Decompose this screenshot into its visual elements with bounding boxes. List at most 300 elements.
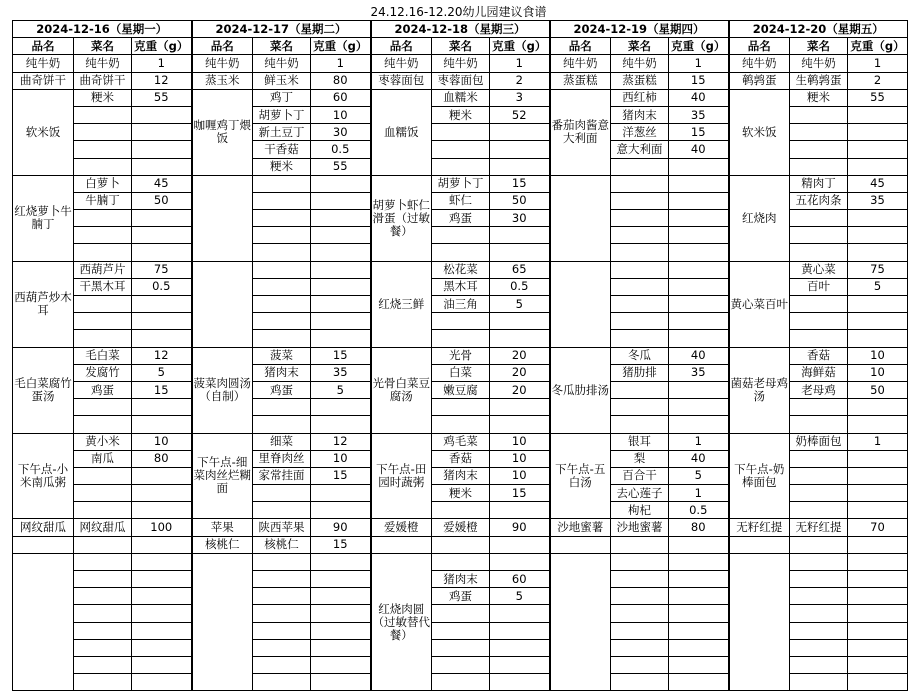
ingredient-name: 发腐竹 (74, 364, 132, 381)
ingredient-name (790, 313, 848, 330)
ingredient-weight (132, 605, 192, 622)
ingredient-name (790, 656, 848, 673)
ingredient-name (432, 502, 490, 519)
weight-col-header: 克重（g） (132, 38, 192, 55)
ingredient-name (432, 313, 490, 330)
ingredient-weight: 80 (669, 519, 729, 536)
dish-name: 下午点-细菜肉丝烂糊面 (192, 433, 253, 519)
ingredient-name: 百叶 (790, 278, 848, 295)
ingredient-weight: 20 (490, 364, 550, 381)
menu-row (13, 175, 908, 192)
ingredient-name (432, 639, 490, 656)
ingredient-name (790, 467, 848, 484)
ingredient-weight (132, 467, 192, 484)
ingredient-name (74, 106, 132, 123)
ingredient-name (611, 674, 669, 691)
dish-name: 红烧肉圆（过敏替代餐） (371, 553, 432, 691)
ingredient-weight (490, 158, 550, 175)
ingredient-weight (848, 399, 908, 416)
ingredient-weight (669, 330, 729, 347)
ingredient-weight (490, 605, 550, 622)
ingredient-name: 银耳 (611, 433, 669, 450)
ingredient-name: 虾仁 (432, 192, 490, 209)
ingredient-weight (132, 210, 192, 227)
dish-name (192, 261, 253, 347)
ingredient-name: 鸡丁 (253, 89, 311, 106)
ingredient-name: 纯牛奶 (432, 55, 490, 72)
ingredient-name: 猪肉末 (253, 364, 311, 381)
ingredient-weight (490, 502, 550, 519)
ingredient-weight (311, 227, 371, 244)
ingredient-weight (311, 416, 371, 433)
ingredient-name: 陕西苹果 (253, 519, 311, 536)
ingredient-name: 粳米 (253, 158, 311, 175)
ingredient-name (432, 244, 490, 261)
ingredient-name (74, 605, 132, 622)
ingredient-weight (311, 622, 371, 639)
ingredient-name (790, 244, 848, 261)
dish-name (550, 553, 611, 691)
ingredient-name (790, 106, 848, 123)
ingredient-weight: 10 (311, 106, 371, 123)
ingredient-weight: 1 (490, 55, 550, 72)
ingredient-name (611, 330, 669, 347)
ingredient-name (253, 210, 311, 227)
ingredient-weight (669, 313, 729, 330)
ingredient-weight: 1 (669, 485, 729, 502)
dish-name: 纯牛奶 (729, 55, 790, 72)
ingredient-name: 血糯米 (432, 89, 490, 106)
ingredient-name (253, 244, 311, 261)
ingredient-name (611, 571, 669, 588)
ingredient-weight: 10 (490, 450, 550, 467)
ingredient-name (611, 227, 669, 244)
ingredient-name (253, 175, 311, 192)
ingredient-weight: 2 (490, 72, 550, 89)
ingredient-weight: 10 (848, 347, 908, 364)
ingredient-name: 白菜 (432, 364, 490, 381)
ingredient-weight: 35 (311, 364, 371, 381)
ingredient-name: 松花菜 (432, 261, 490, 278)
dish-name: 软米饭 (729, 89, 790, 175)
ingredient-name: 核桃仁 (253, 536, 311, 553)
ingredient-name (432, 227, 490, 244)
day-date-header: 2024-12-18（星期三） (371, 21, 550, 38)
ingredient-col-header: 菜名 (74, 38, 132, 55)
ingredient-weight (669, 571, 729, 588)
ingredient-weight (669, 210, 729, 227)
ingredient-weight (132, 674, 192, 691)
ingredient-weight (132, 536, 192, 553)
ingredient-name (74, 227, 132, 244)
ingredient-weight (311, 674, 371, 691)
ingredient-name: 牛腩丁 (74, 192, 132, 209)
ingredient-name (611, 296, 669, 313)
ingredient-name: 海鲜菇 (790, 364, 848, 381)
ingredient-name (611, 261, 669, 278)
ingredient-name: 老母鸡 (790, 381, 848, 398)
ingredient-weight: 10 (848, 364, 908, 381)
ingredient-weight (848, 605, 908, 622)
ingredient-weight (848, 485, 908, 502)
dish-name: 爱媛橙 (371, 519, 432, 536)
ingredient-weight (669, 399, 729, 416)
ingredient-weight (490, 536, 550, 553)
ingredient-weight: 55 (848, 89, 908, 106)
ingredient-weight: 70 (848, 519, 908, 536)
ingredient-name (74, 674, 132, 691)
ingredient-weight (311, 244, 371, 261)
ingredient-weight (669, 639, 729, 656)
ingredient-name: 黄心菜 (790, 261, 848, 278)
ingredient-name (611, 313, 669, 330)
ingredient-name (432, 330, 490, 347)
dish-name: 纯牛奶 (550, 55, 611, 72)
ingredient-name (790, 210, 848, 227)
ingredient-weight: 75 (132, 261, 192, 278)
ingredient-name: 生鹌鹑蛋 (790, 72, 848, 89)
dish-name: 黄心菜百叶 (729, 261, 790, 347)
dish-name (550, 261, 611, 347)
ingredient-name (74, 639, 132, 656)
ingredient-weight (490, 656, 550, 673)
ingredient-name: 沙地蜜薯 (611, 519, 669, 536)
dish-name: 毛白菜腐竹蛋汤 (13, 347, 74, 433)
ingredient-name (253, 605, 311, 622)
ingredient-name (432, 124, 490, 141)
dish-name: 菌菇老母鸡汤 (729, 347, 790, 433)
dish-name: 红烧肉 (729, 175, 790, 261)
ingredient-weight (311, 553, 371, 570)
ingredient-name: 冬瓜 (611, 347, 669, 364)
ingredient-weight (311, 313, 371, 330)
ingredient-name: 家常挂面 (253, 467, 311, 484)
ingredient-name (253, 553, 311, 570)
ingredient-weight (669, 175, 729, 192)
ingredient-name: 曲奇饼干 (74, 72, 132, 89)
ingredient-name (611, 536, 669, 553)
ingredient-name: 细菜 (253, 433, 311, 450)
ingredient-name (253, 639, 311, 656)
menu-row (13, 261, 908, 278)
ingredient-name (432, 605, 490, 622)
ingredient-name (611, 175, 669, 192)
ingredient-weight (848, 330, 908, 347)
ingredient-name: 奶棒面包 (790, 433, 848, 450)
ingredient-name (74, 622, 132, 639)
ingredient-name: 胡萝卜丁 (253, 106, 311, 123)
dish-name: 下午点-田园时蔬粥 (371, 433, 432, 519)
ingredient-name: 鸡蛋 (432, 588, 490, 605)
ingredient-weight (848, 656, 908, 673)
ingredient-weight: 0.5 (490, 278, 550, 295)
ingredient-name: 油三角 (432, 296, 490, 313)
menu-row (13, 55, 908, 72)
ingredient-weight (311, 192, 371, 209)
ingredient-weight: 10 (490, 433, 550, 450)
dish-name: 纯牛奶 (13, 55, 74, 72)
ingredient-name (790, 571, 848, 588)
ingredient-weight (848, 553, 908, 570)
ingredient-name: 五花肉条 (790, 192, 848, 209)
menu-row (13, 72, 908, 89)
ingredient-weight (132, 399, 192, 416)
dish-name (192, 553, 253, 691)
ingredient-weight (848, 450, 908, 467)
ingredient-weight (848, 639, 908, 656)
ingredient-weight (311, 605, 371, 622)
ingredient-weight: 40 (669, 347, 729, 364)
ingredient-weight (490, 124, 550, 141)
dish-name: 番茄肉酱意大利面 (550, 89, 611, 175)
menu-row (13, 536, 908, 553)
ingredient-name (790, 588, 848, 605)
ingredient-weight (132, 158, 192, 175)
ingredient-name (253, 674, 311, 691)
ingredient-weight (311, 571, 371, 588)
ingredient-name (790, 124, 848, 141)
ingredient-name (790, 485, 848, 502)
ingredient-weight (132, 553, 192, 570)
ingredient-weight: 40 (669, 450, 729, 467)
ingredient-weight: 15 (490, 175, 550, 192)
ingredient-weight (132, 416, 192, 433)
ingredient-weight (311, 485, 371, 502)
ingredient-weight: 2 (848, 72, 908, 89)
dish-name: 无籽红提 (729, 519, 790, 536)
ingredient-weight (848, 571, 908, 588)
weight-col-header: 克重（g） (311, 38, 371, 55)
ingredient-name (790, 536, 848, 553)
ingredient-weight: 12 (132, 347, 192, 364)
ingredient-weight: 45 (848, 175, 908, 192)
ingredient-weight: 30 (490, 210, 550, 227)
ingredient-weight (132, 485, 192, 502)
ingredient-name: 蒸蛋糕 (611, 72, 669, 89)
day-date-header: 2024-12-20（星期五） (729, 21, 908, 38)
ingredient-weight (848, 210, 908, 227)
ingredient-name (790, 622, 848, 639)
ingredient-weight (311, 502, 371, 519)
ingredient-name (790, 553, 848, 570)
ingredient-weight (490, 141, 550, 158)
ingredient-name (611, 244, 669, 261)
ingredient-weight (132, 296, 192, 313)
ingredient-weight: 90 (311, 519, 371, 536)
dish-name: 咖喱鸡丁煨饭 (192, 89, 253, 175)
dish-name: 下午点-五白汤 (550, 433, 611, 519)
dish-name: 冬瓜肋排汤 (550, 347, 611, 433)
ingredient-name (74, 553, 132, 570)
ingredient-name (611, 639, 669, 656)
ingredient-weight (311, 296, 371, 313)
ingredient-weight (311, 210, 371, 227)
ingredient-weight (311, 656, 371, 673)
ingredient-weight: 5 (311, 381, 371, 398)
ingredient-name: 粳米 (74, 89, 132, 106)
ingredient-name (790, 158, 848, 175)
menu-row (13, 89, 908, 106)
ingredient-weight: 15 (311, 536, 371, 553)
ingredient-name (74, 502, 132, 519)
ingredient-name (432, 158, 490, 175)
ingredient-name (790, 450, 848, 467)
ingredient-name (611, 192, 669, 209)
ingredient-name (790, 416, 848, 433)
ingredient-weight (132, 124, 192, 141)
ingredient-weight: 15 (669, 124, 729, 141)
ingredient-weight (669, 192, 729, 209)
ingredient-name: 嫩豆腐 (432, 381, 490, 398)
dish-name: 曲奇饼干 (13, 72, 74, 89)
ingredient-name: 纯牛奶 (74, 55, 132, 72)
ingredient-name (253, 192, 311, 209)
ingredient-weight (848, 141, 908, 158)
ingredient-weight (132, 588, 192, 605)
ingredient-weight: 55 (132, 89, 192, 106)
ingredient-weight (490, 330, 550, 347)
ingredient-weight (848, 622, 908, 639)
ingredient-weight (311, 588, 371, 605)
ingredient-weight (311, 639, 371, 656)
ingredient-weight (490, 416, 550, 433)
dish-name: 纯牛奶 (192, 55, 253, 72)
ingredient-weight (311, 278, 371, 295)
ingredient-name (253, 656, 311, 673)
ingredient-name: 百合干 (611, 467, 669, 484)
ingredient-name: 干黑木耳 (74, 278, 132, 295)
ingredient-weight: 15 (311, 347, 371, 364)
ingredient-name: 西葫芦片 (74, 261, 132, 278)
ingredient-name: 纯牛奶 (790, 55, 848, 72)
dish-name: 蒸玉米 (192, 72, 253, 89)
ingredient-name: 纯牛奶 (253, 55, 311, 72)
ingredient-weight (311, 330, 371, 347)
ingredient-name (74, 588, 132, 605)
ingredient-name (74, 467, 132, 484)
ingredient-name: 香菇 (432, 450, 490, 467)
ingredient-name (790, 639, 848, 656)
ingredient-name (74, 399, 132, 416)
ingredient-name (432, 656, 490, 673)
day-date-header: 2024-12-16（星期一） (13, 21, 192, 38)
ingredient-weight (132, 227, 192, 244)
ingredient-weight (669, 656, 729, 673)
ingredient-name: 鸡毛菜 (432, 433, 490, 450)
ingredient-name: 无籽红提 (790, 519, 848, 536)
ingredient-name: 鸡蛋 (253, 381, 311, 398)
ingredient-weight: 1 (669, 55, 729, 72)
dish-name: 菠菜肉圆汤（自制） (192, 347, 253, 433)
ingredient-weight (132, 502, 192, 519)
ingredient-name (790, 502, 848, 519)
ingredient-weight (669, 536, 729, 553)
ingredient-weight: 80 (132, 450, 192, 467)
ingredient-name: 鸡蛋 (432, 210, 490, 227)
ingredient-name: 白萝卜 (74, 175, 132, 192)
ingredient-weight: 10 (490, 467, 550, 484)
weight-col-header: 克重（g） (490, 38, 550, 55)
ingredient-name (432, 536, 490, 553)
menu-row (13, 433, 908, 450)
ingredient-name (432, 416, 490, 433)
column-header-row (13, 38, 908, 55)
ingredient-weight: 50 (848, 381, 908, 398)
dish-name: 光骨白菜豆腐汤 (371, 347, 432, 433)
dish-name (13, 553, 74, 691)
ingredient-weight: 90 (490, 519, 550, 536)
ingredient-weight (490, 622, 550, 639)
ingredient-name: 洋葱丝 (611, 124, 669, 141)
ingredient-name: 香菇 (790, 347, 848, 364)
ingredient-name: 菠菜 (253, 347, 311, 364)
ingredient-name (611, 416, 669, 433)
ingredient-name (790, 141, 848, 158)
weight-col-header: 克重（g） (669, 38, 729, 55)
ingredient-weight (848, 536, 908, 553)
ingredient-name: 粳米 (432, 485, 490, 502)
ingredient-weight (132, 313, 192, 330)
ingredient-name (74, 571, 132, 588)
ingredient-weight: 0.5 (132, 278, 192, 295)
ingredient-weight: 15 (311, 467, 371, 484)
ingredient-name: 猪肉末 (432, 571, 490, 588)
ingredient-name (74, 244, 132, 261)
ingredient-name: 枣蓉面包 (432, 72, 490, 89)
ingredient-weight: 55 (311, 158, 371, 175)
ingredient-weight (669, 381, 729, 398)
ingredient-weight (490, 399, 550, 416)
dish-name (729, 536, 790, 553)
dish-name: 鹌鹑蛋 (729, 72, 790, 89)
dish-name: 软米饭 (13, 89, 74, 175)
ingredient-weight: 20 (490, 381, 550, 398)
dish-name: 苹果 (192, 519, 253, 536)
dish-name: 纯牛奶 (371, 55, 432, 72)
ingredient-weight (669, 261, 729, 278)
ingredient-weight (490, 244, 550, 261)
ingredient-weight (669, 605, 729, 622)
ingredient-name (253, 261, 311, 278)
ingredient-name: 鸡蛋 (74, 381, 132, 398)
ingredient-name: 干香菇 (253, 141, 311, 158)
ingredient-weight: 20 (490, 347, 550, 364)
ingredient-name: 精肉丁 (790, 175, 848, 192)
day-date-header: 2024-12-17（星期二） (192, 21, 371, 38)
ingredient-name: 粳米 (432, 106, 490, 123)
ingredient-name: 里脊肉丝 (253, 450, 311, 467)
ingredient-name (432, 399, 490, 416)
ingredient-weight (669, 158, 729, 175)
ingredient-name (611, 605, 669, 622)
ingredient-weight: 35 (669, 106, 729, 123)
ingredient-weight: 5 (490, 296, 550, 313)
ingredient-name (611, 588, 669, 605)
ingredient-name: 猪肉末 (432, 467, 490, 484)
ingredient-name (253, 622, 311, 639)
dish-name: 红烧三鲜 (371, 261, 432, 347)
ingredient-name: 去心莲子 (611, 485, 669, 502)
ingredient-weight (490, 674, 550, 691)
ingredient-name (74, 416, 132, 433)
ingredient-name (74, 330, 132, 347)
ingredient-weight: 52 (490, 106, 550, 123)
ingredient-weight: 60 (490, 571, 550, 588)
ingredient-name (74, 313, 132, 330)
ingredient-name (253, 296, 311, 313)
dish-name (550, 536, 611, 553)
ingredient-name: 枸杞 (611, 502, 669, 519)
